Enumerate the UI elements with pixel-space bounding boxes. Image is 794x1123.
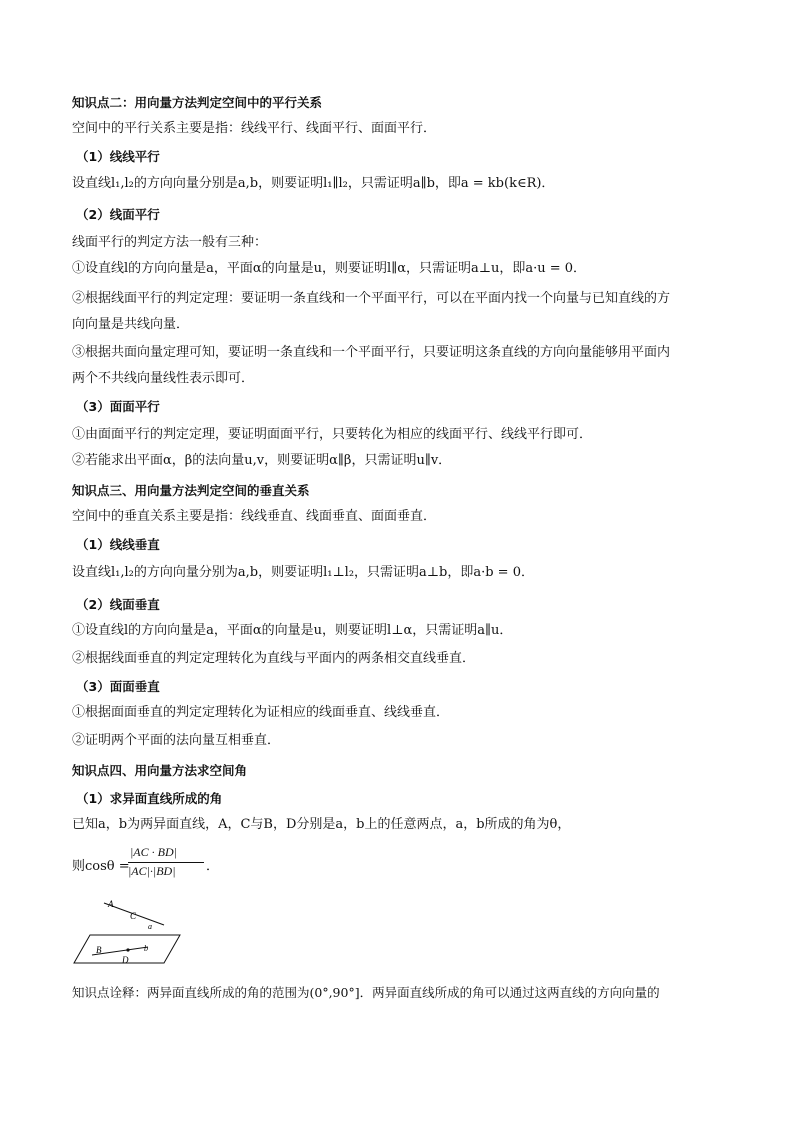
subheading: （3）面面平行 xyxy=(76,399,160,414)
paragraph: 设直线l₁,l₂的方向向量分别是a,b，则要证明l₁∥l₂，只需证明a∥b，即a = kb(k∈R)． xyxy=(72,176,555,191)
formula-numerator: |AC · BD| xyxy=(130,845,177,859)
label-line-a: a xyxy=(148,922,152,931)
heading-knowledge-point-4: 知识点四、用向量方法求空间角 xyxy=(72,763,248,778)
paragraph-note: 知识点诠释：两异面直线所成的角的范围为(0°,90°]．两异面直线所成的角可以通过这两直线的方向向量的 xyxy=(72,985,660,1000)
subheading: （1）求异面直线所成的角 xyxy=(76,791,223,806)
formula-suffix: ． xyxy=(206,859,220,874)
subheading: （2）线面平行 xyxy=(76,207,160,222)
label-b-point: B xyxy=(96,945,102,955)
paragraph: ③根据共面向量定理可知，要证明一条直线和一个平面平行，只要证明这条直线的方向向量能够用平面内 xyxy=(72,345,671,360)
paragraph: ②若能求出平面α，β的法向量u,v，则要证明α∥β，只需证明u∥v． xyxy=(72,453,452,468)
fraction-bar xyxy=(128,862,204,863)
paragraph: 空间中的平行关系主要是指：线线平行、线面平行、面面平行． xyxy=(72,121,437,136)
subheading: （2）线面垂直 xyxy=(76,597,160,612)
label-c-point: C xyxy=(130,911,137,921)
paragraph: 已知a，b为两异面直线，A，C与B，D分别是a，b上的任意两点，a，b所成的角为θ， xyxy=(72,817,571,832)
formula-denominator: |AC|·|BD| xyxy=(128,864,176,878)
paragraph: ②根据线面垂直的判定定理转化为直线与平面内的两条相交直线垂直． xyxy=(72,651,476,666)
label-d-point: D xyxy=(122,955,129,965)
point-d xyxy=(126,948,129,951)
skew-lines-figure xyxy=(68,893,188,971)
label-line-b: b xyxy=(144,944,148,953)
paragraph: ①由面面平行的判定定理，要证明面面平行，只要转化为相应的线面平行、线线平行即可． xyxy=(72,427,593,442)
paragraph: ②根据线面平行的判定定理：要证明一条直线和一个平面平行，可以在平面内找一个向量与已知直线的方 xyxy=(72,291,671,306)
subheading: （3）面面垂直 xyxy=(76,679,160,694)
label-a-point: A xyxy=(108,899,114,909)
paragraph: ①根据面面垂直的判定定理转化为证相应的线面垂直、线线垂直． xyxy=(72,705,450,720)
subheading: （1）线线平行 xyxy=(76,149,160,164)
paragraph: 向向量是共线向量． xyxy=(72,317,190,332)
subheading: （1）线线垂直 xyxy=(76,537,160,552)
paragraph: ②证明两个平面的法向量互相垂直． xyxy=(72,733,281,748)
heading-knowledge-point-3: 知识点三、用向量方法判定空间的垂直关系 xyxy=(72,483,310,498)
formula-prefix: 则cosθ = xyxy=(72,859,130,874)
heading-knowledge-point-2: 知识点二：用向量方法判定空间中的平行关系 xyxy=(72,95,323,110)
paragraph: ①设直线l的方向向量是a，平面α的向量是u，则要证明l∥α，只需证明a⊥u，即a·u = 0． xyxy=(72,261,587,276)
paragraph: 两个不共线向量线性表示即可． xyxy=(72,371,255,386)
paragraph: 设直线l₁,l₂的方向向量分别为a,b，则要证明l₁⊥l₂，只需证明a⊥b，即a·b = 0． xyxy=(72,565,534,580)
paragraph: 线面平行的判定方法一般有三种： xyxy=(72,235,268,250)
paragraph: ①设直线l的方向向量是a，平面α的向量是u，则要证明l⊥α，只需证明a∥u． xyxy=(72,623,513,638)
paragraph: 空间中的垂直关系主要是指：线线垂直、线面垂直、面面垂直． xyxy=(72,509,437,524)
